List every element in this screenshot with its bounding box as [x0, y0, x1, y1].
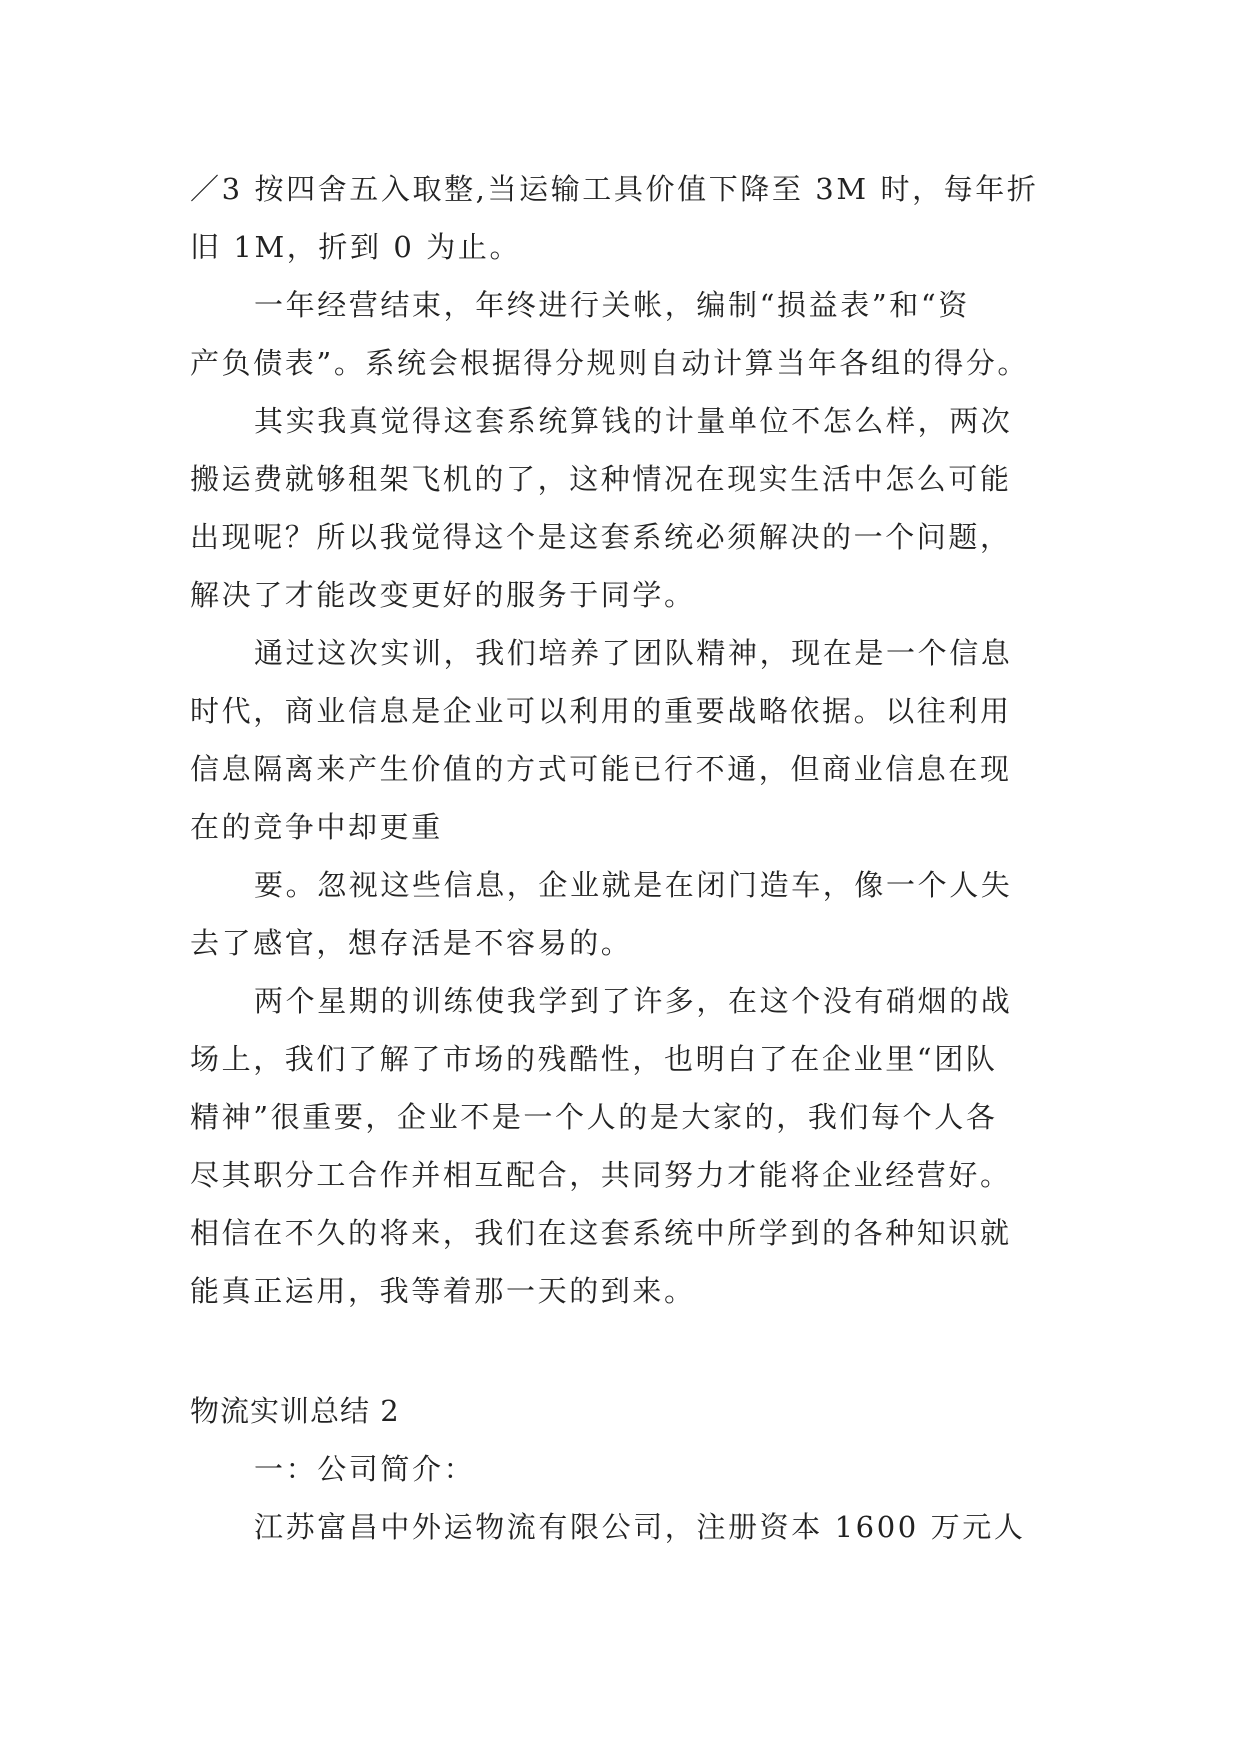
paragraph-units-critique	[190, 392, 1050, 624]
paragraph-year-end	[190, 276, 1050, 392]
paragraph-team-spirit	[190, 624, 1050, 856]
paragraph-depreciation	[190, 160, 1050, 276]
paragraph-two-weeks	[190, 972, 1050, 1320]
text-line: 能真正运用，我等着那一天的到来。	[190, 1274, 696, 1308]
text-line: 尽其职分工合作并相互配合，共同努力才能将企业经营好。	[190, 1158, 1012, 1192]
text-line: 两个星期的训练使我学到了许多，在这个没有硝烟的战	[254, 984, 1013, 1018]
text-line: 通过这次实训，我们培养了团队精神，现在是一个信息	[254, 636, 1013, 670]
text-line: 江苏富昌中外运物流有限公司，注册资本 1600 万元人	[254, 1510, 1026, 1544]
text-line: 出现呢？所以我觉得这个是这套系统必须解决的一个问题，	[190, 520, 1012, 554]
text-line: 其实我真觉得这套系统算钱的计量单位不怎么样，两次	[254, 404, 1013, 438]
text-line: 时代，商业信息是企业可以利用的重要战略依据。以往利用	[190, 694, 1012, 728]
text-line: 产负债表”。系统会根据得分规则自动计算当年各组的得分。	[190, 346, 1030, 380]
text-line: 相信在不久的将来，我们在这套系统中所学到的各种知识就	[190, 1216, 1012, 1250]
text-line: 旧 1M，折到 0 为止。	[190, 230, 522, 264]
text-line: 一：公司简介：	[254, 1452, 476, 1486]
text-line: 搬运费就够租架飞机的了，这种情况在现实生活中怎么可能	[190, 462, 1012, 496]
text-line: 信息隔离来产生价值的方式可能已行不通，但商业信息在现	[190, 752, 1012, 786]
text-line: 解决了才能改变更好的服务于同学。	[190, 578, 696, 612]
text-line: 一年经营结束，年终进行关帐，编制“损益表”和“资	[254, 288, 970, 322]
text-line: 精神”很重要，企业不是一个人的是大家的，我们每个人各	[190, 1100, 998, 1134]
text-line: 在的竞争中却更重	[190, 810, 443, 844]
document-body	[190, 160, 1050, 1556]
paragraph-company-intro	[190, 1498, 1050, 1556]
paragraph-information	[190, 856, 1050, 972]
text-line: 去了感官，想存活是不容易的。	[190, 926, 633, 960]
text-line: 要。忽视这些信息，企业就是在闭门造车，像一个人失	[254, 868, 1013, 902]
section-title: 物流实训总结 2	[190, 1394, 400, 1428]
text-line: 场上，我们了解了市场的残酷性，也明白了在企业里“团队	[190, 1042, 998, 1076]
text-line: ／3 按四舍五入取整,当运输工具价值下降至 3M 时，每年折	[190, 172, 1039, 206]
paragraph-company-intro-heading	[190, 1440, 1050, 1498]
